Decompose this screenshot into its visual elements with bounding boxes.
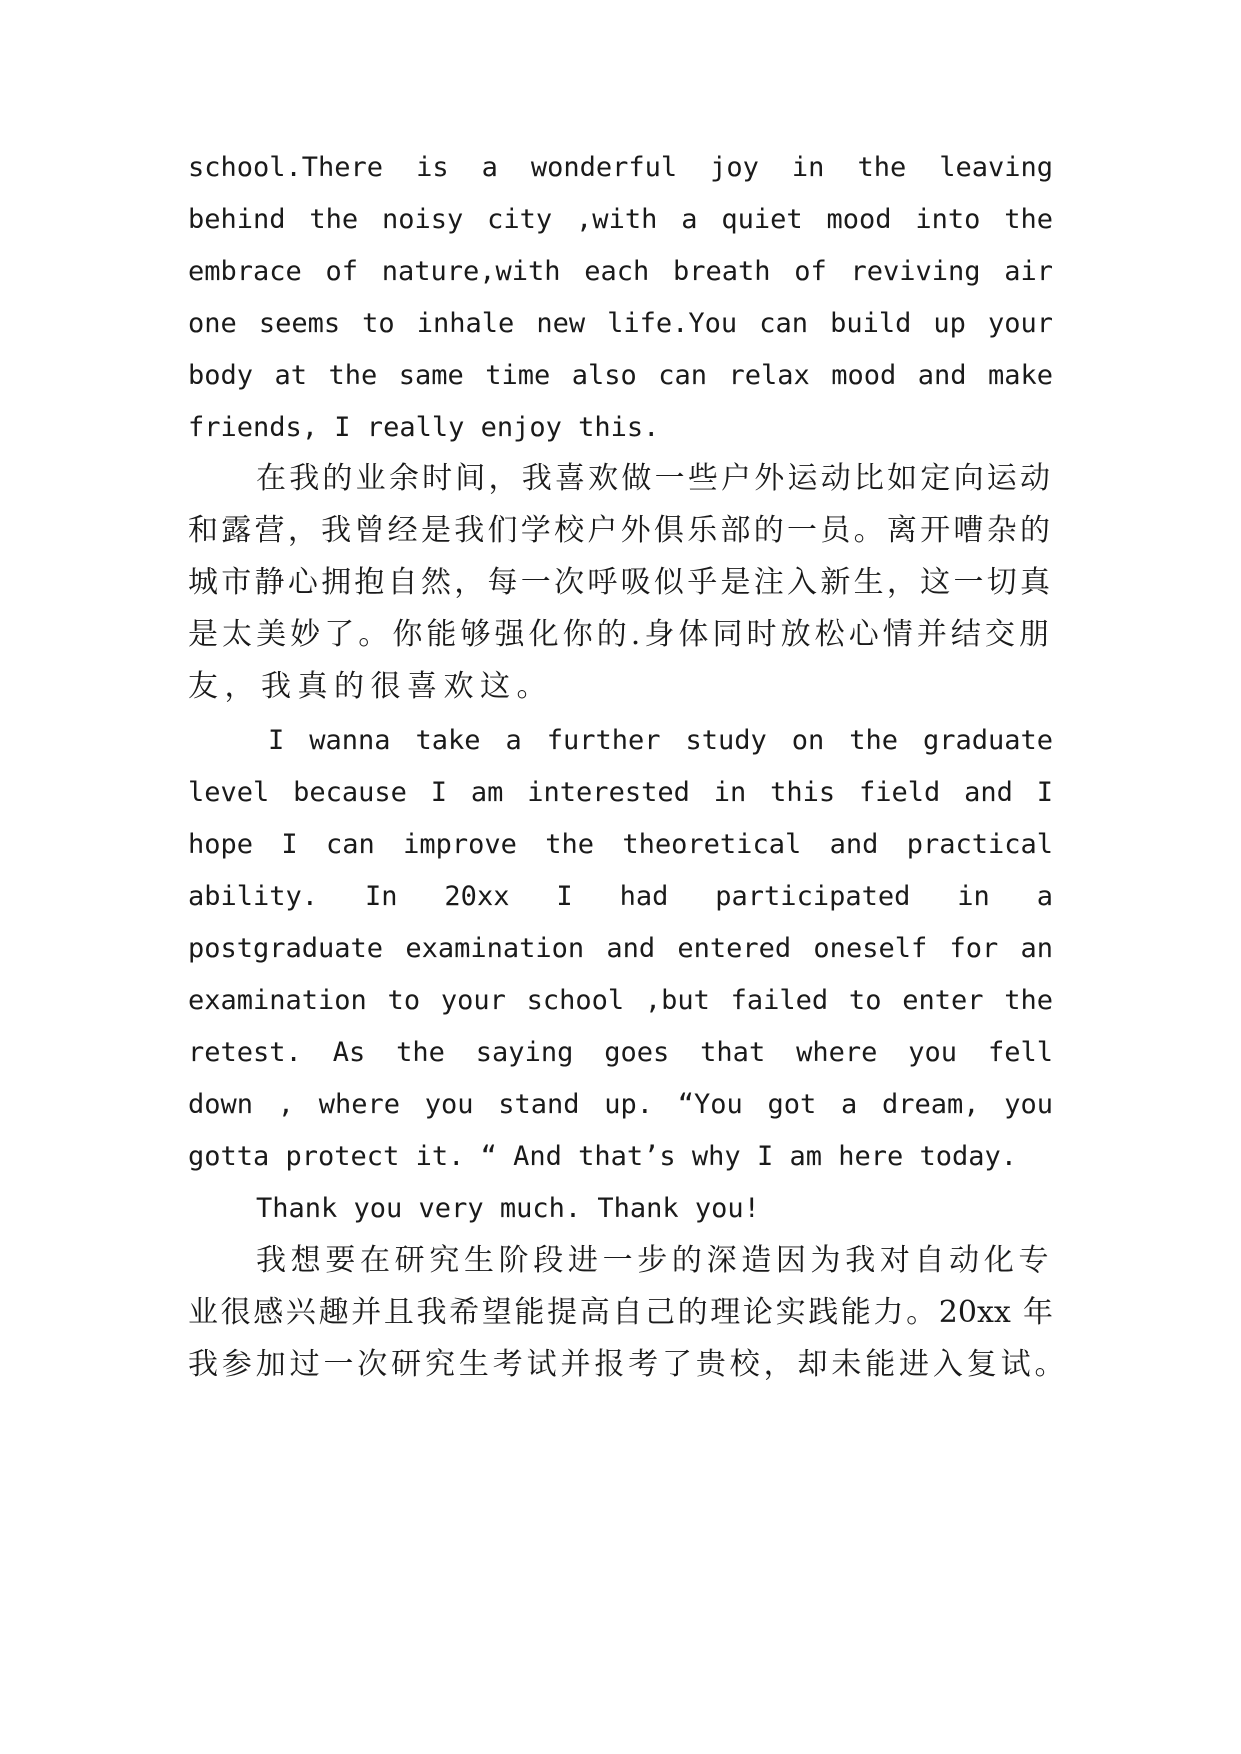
paragraph-1-line-3: embrace of nature,with each breath of reviving air (188, 256, 1053, 287)
paragraph-1-line-5: body at the same time also can relax mood and make (188, 360, 1053, 391)
paragraph-3-line-5: postgraduate examination and entered oneself for an (188, 933, 1053, 964)
paragraph-1-line-2: behind the noisy city ,with a quiet mood into the (188, 204, 1053, 235)
paragraph-4-line-1: Thank you very much. Thank you! (256, 1193, 760, 1224)
paragraph-5-line-1: 我想要在研究生阶段进一步的深造因为我对自动化专 (256, 1243, 1053, 1278)
paragraph-1-line-6: friends, I really enjoy this. (188, 412, 660, 443)
paragraph-1-line-4: one seems to inhale new life.You can build up your (188, 308, 1053, 339)
paragraph-1-line-1: school.There is a wonderful joy in the leaving (188, 152, 1053, 183)
paragraph-3-line-8: down , where you stand up. “You got a dream, you (188, 1089, 1053, 1120)
paragraph-2-line-1: 在我的业余时间，我喜欢做一些户外运动比如定向运动 (256, 461, 1053, 496)
paragraph-2-line-5: 友，我真的很喜欢这。 (188, 669, 553, 704)
paragraph-2-line-4: 是太美妙了。你能够强化你的.身体同时放松心情并结交朋 (188, 617, 1053, 652)
paragraph-5-line-3: 我参加过一次研究生考试并报考了贵校，却未能进入复试。 (188, 1347, 1068, 1382)
paragraph-3-line-6: examination to your school ,but failed to enter the (188, 985, 1053, 1016)
paragraph-3-line-3: hope I can improve the theoretical and practical (188, 829, 1053, 860)
paragraph-3-line-9: gotta protect it. “ And that’s why I am here today. (188, 1141, 1018, 1172)
paragraph-2-line-2: 和露营，我曾经是我们学校户外俱乐部的一员。离开嘈杂的 (188, 513, 1053, 548)
paragraph-3-line-2: level because I am interested in this field and I (188, 777, 1053, 808)
paragraph-3-line-1: I wanna take a further study on the graduate (268, 725, 1053, 756)
paragraph-2-line-3: 城市静心拥抱自然，每一次呼吸似乎是注入新生，这一切真 (188, 565, 1053, 600)
paragraph-3-line-4: ability. In 20xx I had participated in a (188, 881, 1053, 912)
paragraph-5-line-2: 业很感兴趣并且我希望能提高自己的理论实践能力。20xx 年 (188, 1295, 1053, 1330)
paragraph-3-line-7: retest. As the saying goes that where you fell (188, 1037, 1053, 1068)
